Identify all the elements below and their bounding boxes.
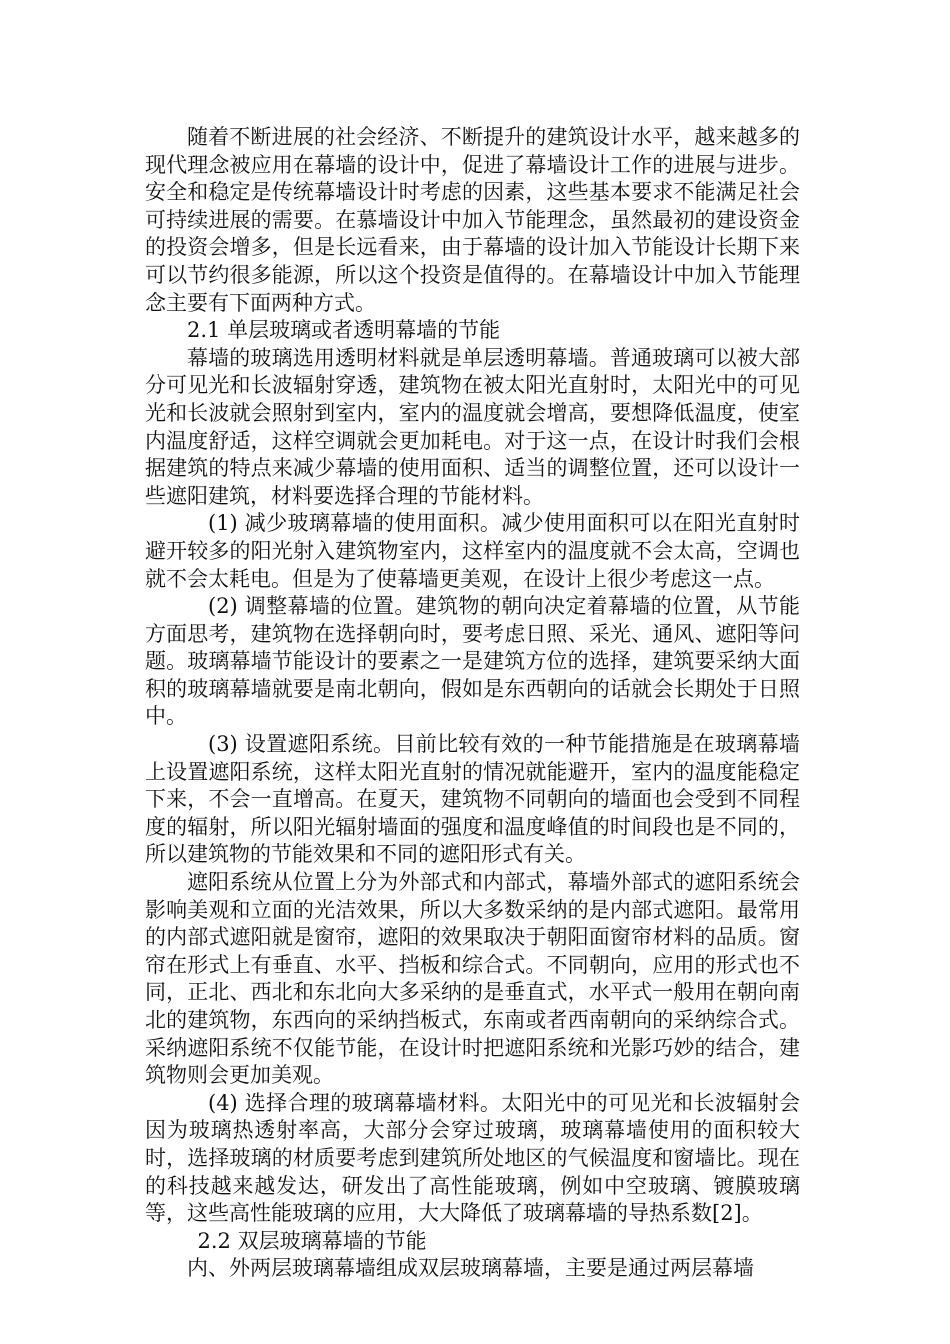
document-body	[145, 124, 800, 1283]
paragraph-double-layer: 内、外两层玻璃幕墙组成双层玻璃幕墙，主要是通过两层幕墙	[187, 1256, 754, 1281]
paragraph-intro: 随着不断进展的社会经济、不断提升的建筑设计水平，越来越多的现代理念被应用在幕墙的设计中，促进了幕墙设计工作的进展与进步。安全和稳定是传统幕墙设计时考虑的因素，这些基本要求不能满足社会可持续进展的需要。在慕墙设计中加入节能理念，虽然最初的建设资金的投资会增多，但是长远看来，由于幕墙的设计加入节能设计长期下来可以节约很多能源，所以这个投资是值得的。在幕墙设计中加入节能理念主要有下面两种方式。	[145, 125, 800, 315]
paragraph-single-layer: 幕墙的玻璃选用透明材料就是单层透明幕墙。普通玻璃可以被大部分可见光和长波辐射穿透，建筑物在被太阳光直射时，太阳光中的可见光和长波就会照射到室内，室内的温度就会增高，要想降低温度，使室内温度舒适，这样空调就会更加耗电。对于这一点，在设计时我们会根据建筑的特点来减少幕墙的使用面积、适当的调整位置，还可以设计一些遮阳建筑，材料要选择合理的节能材料。	[145, 345, 800, 508]
paragraph-item-4: (4) 选择合理的玻璃幕墙材料。太阳光中的可见光和长波辐射会因为玻璃热透射率高，大部分会穿过玻璃，玻璃幕墙使用的面积较大时，选择玻璃的材质要考虑到建筑所处地区的气候温度和窗墙比。现在的科技越来越发达，研发出了高性能玻璃，例如中空玻璃、镀膜玻璃等，这些高性能玻璃的应用，大大降低了玻璃幕墙的导热系数[2]。	[145, 1090, 800, 1226]
section-heading-2-2: 2.2 双层玻璃幕墙的节能	[197, 1228, 427, 1253]
paragraph-item-3: (3) 设置遮阳系统。目前比较有效的一种节能措施是在玻璃幕墙上设置遮阳系统，这样太阳光直射的情况就能避开，室内的温度能稳定下来，不会一直增高。在夏天，建筑物不同朝向的墙面也会受到不同程度的辐射，所以阳光辐射墙面的强度和温度峰值的时间段也是不同的，所以建筑物的节能效果和不同的遮阳形式有关。	[145, 732, 800, 867]
paragraph-item-1: (1) 减少玻璃幕墙的使用面积。减少使用面积可以在阳光直射时避开较多的阳光射入建筑物室内，这样室内的温度就不会太高，空调也就不会太耗电。但是为了使幕墙更美观，在设计上很少考虑这一点。	[145, 511, 800, 591]
paragraph-item-2: (2) 调整幕墙的位置。建筑物的朝向决定着幕墙的位置，从节能方面思考，建筑物在选择朝向时，要考虑日照、采光、通风、遮阳等问题。玻璃幕墙节能设计的要素之一是建筑方位的选择，建筑要采纳大面积的玻璃幕墙就要是南北朝向，假如是东西朝向的话就会长期处于日照中。	[145, 594, 800, 729]
paragraph-shading-system: 遮阳系统从位置上分为外部式和内部式，幕墙外部式的遮阳系统会影响美观和立面的光洁效果，所以大多数采纳的是内部式遮阳。最常用的内部式遮阳就是窗帘，遮阳的效果取决于朝阳面窗帘材料的品质。窗帘在形式上有垂直、水平、挡板和综合式。不同朝向，应用的形式也不同，正北、西北和东北向大多采纳的是垂直式，水平式一般用在朝向南北的建筑物，东西向的采纳挡板式，东南或者西南朝向的采纳综合式。采纳遮阳系统不仅能节能，在设计时把遮阳系统和光影巧妙的结合，建筑物则会更加美观。	[145, 870, 800, 1088]
section-heading-2-1: 2.1 单层玻璃或者透明幕墙的节能	[187, 318, 501, 343]
